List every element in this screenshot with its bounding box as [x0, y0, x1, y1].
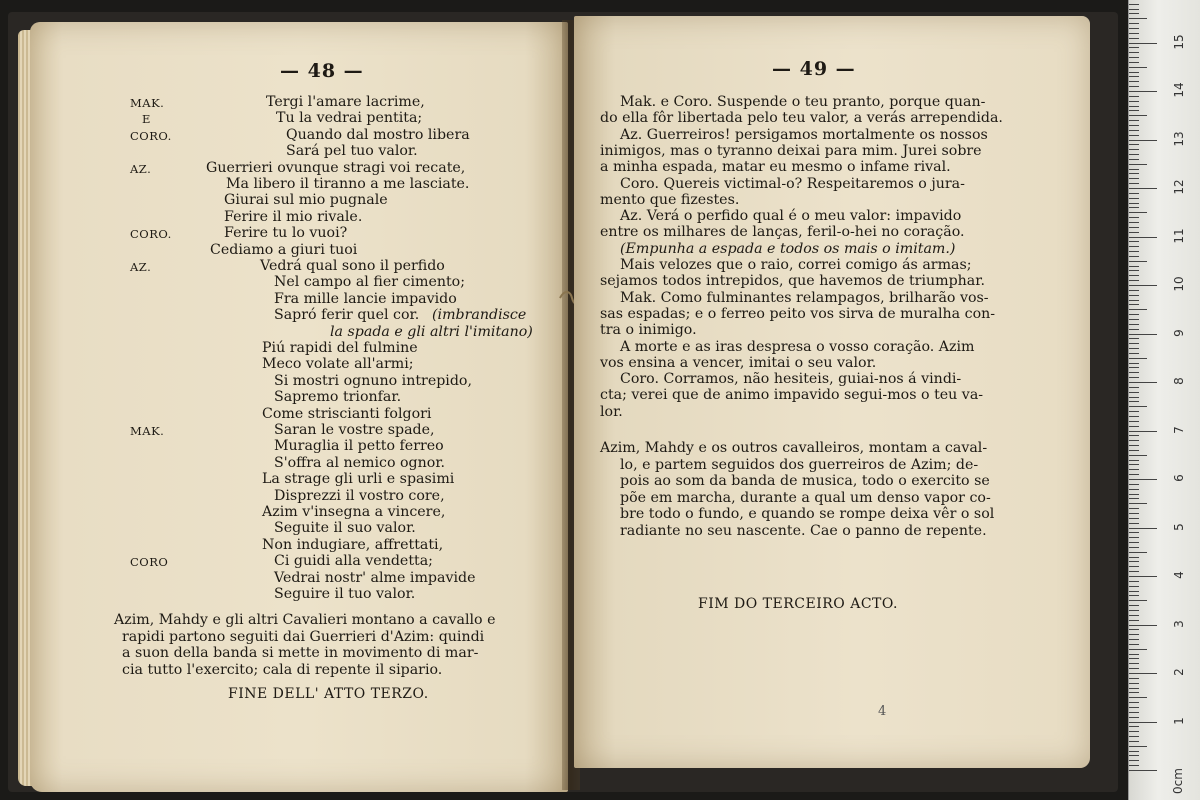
ruler-tick [1129, 707, 1139, 708]
ruler-tick [1129, 411, 1139, 412]
ruler-tick [1129, 47, 1139, 48]
ruler-tick [1129, 532, 1139, 533]
verse-line: Tu la vedrai pentita; [276, 110, 423, 127]
ruler-tick [1129, 309, 1147, 310]
ruler-tick [1129, 523, 1139, 524]
ruler-number: 5 [1172, 522, 1186, 531]
ruler-tick [1129, 4, 1139, 5]
ruler-tick [1129, 363, 1139, 364]
ruler-tick [1129, 605, 1139, 606]
ruler-tick [1129, 338, 1139, 339]
ruler-tick [1129, 435, 1139, 436]
ruler-number: 3 [1172, 619, 1186, 628]
ruler-tick [1129, 683, 1139, 684]
ruler-tick [1129, 324, 1139, 325]
ruler-tick [1129, 634, 1139, 635]
ruler-tick [1129, 537, 1139, 538]
ruler-tick [1129, 518, 1139, 519]
ruler-tick [1129, 227, 1139, 228]
speaker-label: MAK. [130, 96, 165, 110]
ruler-tick [1129, 295, 1139, 296]
ruler-tick [1129, 712, 1139, 713]
ruler-tick [1129, 663, 1139, 664]
prose-line: Az. Verá o perfido qual é o meu valor: impavido [620, 208, 962, 225]
ruler-tick [1129, 615, 1139, 616]
ruler-tick [1129, 358, 1147, 359]
ruler-tick [1129, 304, 1139, 305]
ruler-tick [1129, 464, 1139, 465]
ruler-tick [1129, 765, 1139, 766]
ruler-tick [1129, 193, 1139, 194]
ruler-tick [1129, 275, 1139, 276]
verse-line: Ferire il mio rivale. [224, 208, 363, 225]
ruler-tick [1129, 81, 1139, 82]
ruler-tick [1129, 726, 1139, 727]
ruler-tick [1129, 178, 1139, 179]
prose-line: Coro. Quereis victimal-o? Respeitaremos o jura- [620, 175, 965, 192]
ruler-tick [1129, 397, 1139, 398]
verse-line: Tergi l'amare lacrime, [266, 94, 425, 110]
verse-line: Ci guidi alla vendetta; [274, 553, 433, 570]
prose-line: vos ensina a vencer, imitai o seu valor. [600, 354, 877, 371]
verse-line: Seguire il tuo valor. [274, 586, 416, 602]
ruler-tick [1129, 33, 1139, 34]
ruler-number: 4 [1172, 571, 1186, 579]
speaker-label: MAK. [130, 424, 165, 438]
ruler-tick [1129, 246, 1139, 247]
ruler-tick [1129, 130, 1139, 131]
ruler-number: 2 [1172, 668, 1186, 676]
ruler-tick [1129, 222, 1139, 223]
prose-line: mento que fizestes. [600, 191, 740, 208]
verse-line: (imbrandisce [432, 307, 527, 324]
ruler-number: 1 [1172, 716, 1186, 725]
page-number: — 48 — [280, 60, 364, 82]
ruler-tick [1129, 658, 1139, 659]
ruler-tick [1129, 586, 1139, 587]
ruler-tick [1129, 62, 1139, 63]
verse-line: Disprezzi il vostro core, [274, 487, 445, 504]
verse-line: Vedrá qual sono il perfido [260, 258, 445, 274]
ruler-number: 11 [1172, 227, 1186, 244]
ruler-tick [1129, 251, 1139, 252]
ruler-tick [1129, 217, 1139, 218]
verse-line: Non indugiare, affrettati, [262, 536, 444, 553]
ruler-tick [1129, 445, 1139, 446]
measurement-ruler [1128, 0, 1200, 800]
ruler-tick [1129, 678, 1139, 679]
ruler-tick [1129, 547, 1139, 548]
ruler-tick [1129, 164, 1147, 165]
stage-line: radiante no seu nascente. Cae o panno de repente. [620, 522, 987, 539]
prose-line: inimigos, mas o tyranno deixai para mim. Jurei sobre [600, 142, 982, 159]
verse-line: Nel campo al fier cimento; [274, 274, 465, 291]
ruler-tick [1129, 571, 1139, 572]
ruler-tick [1129, 770, 1157, 771]
prose-line: A morte e as iras despresa o vosso coração. Azim [620, 338, 975, 355]
end-heading: FINE DELL' ATTO TERZO. [228, 686, 429, 702]
ruler-number: 14 [1172, 82, 1186, 98]
ruler-tick [1129, 290, 1139, 291]
verse-line: Sapremo trionfar. [274, 389, 402, 406]
ruler-tick [1129, 261, 1147, 262]
ruler-tick [1129, 625, 1157, 626]
ruler-tick [1129, 300, 1139, 301]
verse-line: Come striscianti folgori [262, 405, 432, 422]
ruler-tick [1129, 52, 1139, 53]
ruler-tick [1129, 702, 1139, 703]
ruler-tick [1129, 426, 1139, 427]
stage-line: Azim, Mahdy e os outros cavalleiros, montam a caval- [600, 440, 988, 456]
ruler-tick [1129, 736, 1139, 737]
left-page [30, 22, 568, 792]
ruler-tick [1129, 232, 1139, 233]
ruler-tick [1129, 23, 1139, 24]
ruler-tick [1129, 741, 1139, 742]
ruler-tick [1129, 552, 1147, 553]
speaker-label: AZ. [130, 161, 152, 176]
verse-line: S'offra al nemico ognor. [274, 454, 446, 471]
ruler-tick [1129, 528, 1157, 529]
ruler-tick [1129, 280, 1139, 281]
ruler-tick [1129, 212, 1147, 213]
ruler-tick [1129, 692, 1139, 693]
ruler-tick [1129, 183, 1139, 184]
ruler-tick [1129, 86, 1139, 87]
ruler-tick [1129, 154, 1139, 155]
ruler-tick [1129, 401, 1139, 402]
stage-line: põe em marcha, durante a qual um denso vapor co- [620, 489, 991, 506]
prose-line: a minha espada, matar eu mesmo o infame rival. [600, 159, 951, 176]
ruler-tick [1129, 285, 1157, 286]
speaker-label: AZ. [130, 260, 152, 274]
ruler-tick [1129, 751, 1139, 752]
prose-line: Mais velozes que o raio, correi comigo ás armas; [620, 257, 972, 273]
prose-line: sejamos todos intrepidos, que havemos de triumphar. [600, 273, 986, 290]
verse-line: Sará pel tuo valor. [286, 143, 418, 160]
prose-line: cta; verei que de animo impavido segui-mos o teu va- [600, 387, 984, 404]
ruler-tick [1129, 629, 1139, 630]
ruler-tick [1129, 600, 1147, 601]
stage-line: cia tutto l'exercito; cala di repente il sipario. [122, 661, 443, 678]
ruler-tick [1129, 367, 1139, 368]
end-heading: FIM DO TERCEIRO ACTO. [698, 596, 898, 612]
ruler-tick [1129, 668, 1139, 669]
verse-line: Si mostri ognuno intrepido, [274, 372, 472, 389]
ruler-tick [1129, 469, 1139, 470]
verse-line: Vedrai nostr' alme impavide [274, 569, 476, 586]
ruler-tick [1129, 566, 1139, 567]
ruler-tick [1129, 72, 1139, 73]
ruler-tick [1129, 241, 1139, 242]
ruler-tick [1129, 474, 1139, 475]
ruler-tick [1129, 270, 1139, 271]
stage-line: Azim, Mahdy e gli altri Cavalieri montano a cavallo e [114, 612, 496, 629]
ruler-tick [1129, 513, 1139, 514]
prose-line: Mak. Como fulminantes relampagos, brilharão vos- [620, 289, 989, 306]
verse-line: Ma libero il tiranno a me lasciate. [226, 176, 470, 192]
ruler-tick [1129, 440, 1139, 441]
ruler-tick [1129, 717, 1139, 718]
ruler-tick [1129, 760, 1139, 761]
ruler-tick [1129, 392, 1139, 393]
verse-line: Cediamo a giuri tuoi [210, 241, 358, 258]
verse-line: Giurai sul mio pugnale [224, 192, 388, 209]
ruler-tick [1129, 591, 1139, 592]
ruler-tick [1129, 256, 1139, 257]
ruler-tick [1129, 649, 1147, 650]
ruler-tick [1129, 125, 1139, 126]
ruler-tick [1129, 673, 1157, 674]
ruler-tick [1129, 144, 1139, 145]
ruler-tick [1129, 494, 1139, 495]
ruler-tick [1129, 610, 1139, 611]
ruler-tick [1129, 450, 1139, 451]
ruler-number: 12 [1172, 179, 1186, 195]
ruler-tick [1129, 169, 1139, 170]
prose-line: do ella fôr libertada pelo teu valor, a verás arrependida. [600, 110, 1003, 127]
ruler-tick [1129, 421, 1139, 422]
verse-line: la spada e gli altri l'imitano) [330, 323, 533, 340]
page-number: — 49 — [772, 58, 856, 80]
ruler-tick [1129, 13, 1139, 14]
ruler-tick [1129, 416, 1139, 417]
ruler-tick [1129, 387, 1139, 388]
ruler-tick [1129, 173, 1139, 174]
ruler-tick [1129, 266, 1139, 267]
ruler-tick [1129, 508, 1139, 509]
ruler-tick [1129, 188, 1157, 189]
verse-line: Muraglia il petto ferreo [274, 438, 444, 455]
ruler-tick [1129, 198, 1139, 199]
ruler-tick [1129, 329, 1139, 330]
ruler-tick [1129, 644, 1139, 645]
verse-line: Seguite il suo valor. [274, 520, 416, 537]
ruler-number: 9 [1172, 328, 1186, 337]
prose-line: tra o inimigo. [600, 322, 697, 339]
ruler-number: 6 [1172, 474, 1186, 482]
ruler-tick [1129, 561, 1139, 562]
prose-line: Coro. Corramos, não hesiteis, guiai-nos á vindi- [620, 371, 962, 388]
pencil-mark: 4 [878, 704, 887, 719]
ruler-number: 10 [1172, 276, 1186, 292]
verse-line: La strage gli urli e spasimi [262, 471, 455, 488]
prose-line: entre os milhares de lanças, feril-o-hei no coração. [600, 224, 965, 241]
verse-line: Sapró ferir quel cor. [274, 307, 420, 324]
ruler-tick [1129, 343, 1139, 344]
ruler-tick [1129, 377, 1139, 378]
ruler-tick [1129, 731, 1139, 732]
verse-line: Azim v'insegna a vincere, [262, 504, 446, 520]
ruler-tick [1129, 697, 1147, 698]
ruler-tick [1129, 576, 1157, 577]
ruler-tick [1129, 639, 1139, 640]
ruler-tick [1129, 38, 1139, 39]
ruler-tick [1129, 101, 1139, 102]
verse-line: Saran le vostre spade, [274, 422, 435, 438]
ruler-tick [1129, 9, 1139, 10]
ruler-tick [1129, 28, 1139, 29]
ruler-tick [1129, 106, 1139, 107]
ruler-tick [1129, 76, 1139, 77]
verse-line: Ferire tu lo vuoi? [224, 225, 348, 242]
ruler-tick [1129, 319, 1139, 320]
ruler-tick [1129, 314, 1139, 315]
ruler-tick [1129, 688, 1139, 689]
prose-line: Az. Guerreiros! persigamos mortalmente os nossos [620, 126, 988, 143]
ruler-tick [1129, 91, 1157, 92]
ruler-tick [1129, 455, 1147, 456]
ruler-tick [1129, 334, 1157, 335]
ruler-tick [1129, 503, 1147, 504]
ruler-number: 8 [1172, 377, 1186, 385]
stage-line: lo, e partem seguidos dos guerreiros de Azim; de- [620, 456, 979, 473]
ruler-tick [1129, 746, 1147, 747]
ruler-number: 15 [1172, 33, 1186, 50]
ruler-tick [1129, 479, 1157, 480]
ruler-tick [1129, 489, 1139, 490]
ruler-tick [1129, 557, 1139, 558]
ruler-tick [1129, 382, 1157, 383]
ruler-tick [1129, 348, 1139, 349]
ruler-number: 7 [1172, 425, 1186, 434]
verse-line: Meco volate all'armi; [262, 356, 414, 373]
speaker-label: E [142, 112, 151, 127]
ruler-tick [1129, 18, 1147, 19]
ruler-tick [1129, 484, 1139, 485]
verse-line: Quando dal mostro libera [286, 126, 470, 143]
prose-line: (Empunha a espada e todos os mais o imitam.) [620, 240, 956, 257]
ruler-tick [1129, 207, 1139, 208]
ruler-unit: 0cm [1170, 768, 1185, 794]
verse-line: Fra mille lancie impavido [274, 290, 457, 307]
ruler-tick [1129, 722, 1157, 723]
stage-line: bre todo o fundo, e quando se rompe deixa vêr o sol [620, 506, 995, 522]
speaker-label: CORO. [130, 227, 172, 242]
prose-line: sas espadas; e o ferreo peito vos sirva de muralha con- [600, 305, 996, 322]
ruler-tick [1129, 406, 1147, 407]
speaker-label: CORO [130, 555, 169, 570]
ruler-tick [1129, 120, 1139, 121]
ruler-tick [1129, 110, 1139, 111]
ruler-tick [1129, 67, 1147, 68]
ruler-number: 13 [1172, 130, 1186, 147]
stage-line: a suon della banda si mette in movimento di mar- [122, 645, 479, 662]
stage-line: pois ao som da banda de musica, todo o exercito se [620, 473, 990, 489]
ruler-tick [1129, 353, 1139, 354]
ruler-tick [1129, 135, 1139, 136]
ruler-tick [1129, 57, 1139, 58]
ruler-tick [1129, 581, 1139, 582]
ruler-tick [1129, 43, 1157, 44]
ruler-tick [1129, 595, 1139, 596]
ruler-tick [1129, 372, 1139, 373]
ruler-tick [1129, 140, 1157, 141]
prose-line: Mak. e Coro. Suspende o teu pranto, porque quan- [620, 94, 986, 110]
ruler-tick [1129, 149, 1139, 150]
ruler-tick [1129, 431, 1157, 432]
right-page [574, 16, 1090, 768]
ruler-tick [1129, 203, 1139, 204]
ruler-tick [1129, 620, 1139, 621]
ruler-tick [1129, 654, 1139, 655]
ruler-tick [1129, 159, 1139, 160]
ruler-tick [1129, 542, 1139, 543]
stage-line: rapidi partono seguiti dai Guerrieri d'Azim: quindi [122, 628, 485, 645]
ruler-tick [1129, 460, 1139, 461]
verse-line: Guerrieri ovunque stragi voi recate, [206, 159, 466, 176]
ruler-tick [1129, 237, 1157, 238]
speaker-label: CORO. [130, 128, 172, 143]
prose-line: lor. [600, 403, 623, 420]
ruler-tick [1129, 96, 1139, 97]
ruler-tick [1129, 115, 1147, 116]
ruler-tick [1129, 755, 1139, 756]
ruler-tick [1129, 498, 1139, 499]
verse-line: Piú rapidi del fulmine [262, 340, 418, 356]
